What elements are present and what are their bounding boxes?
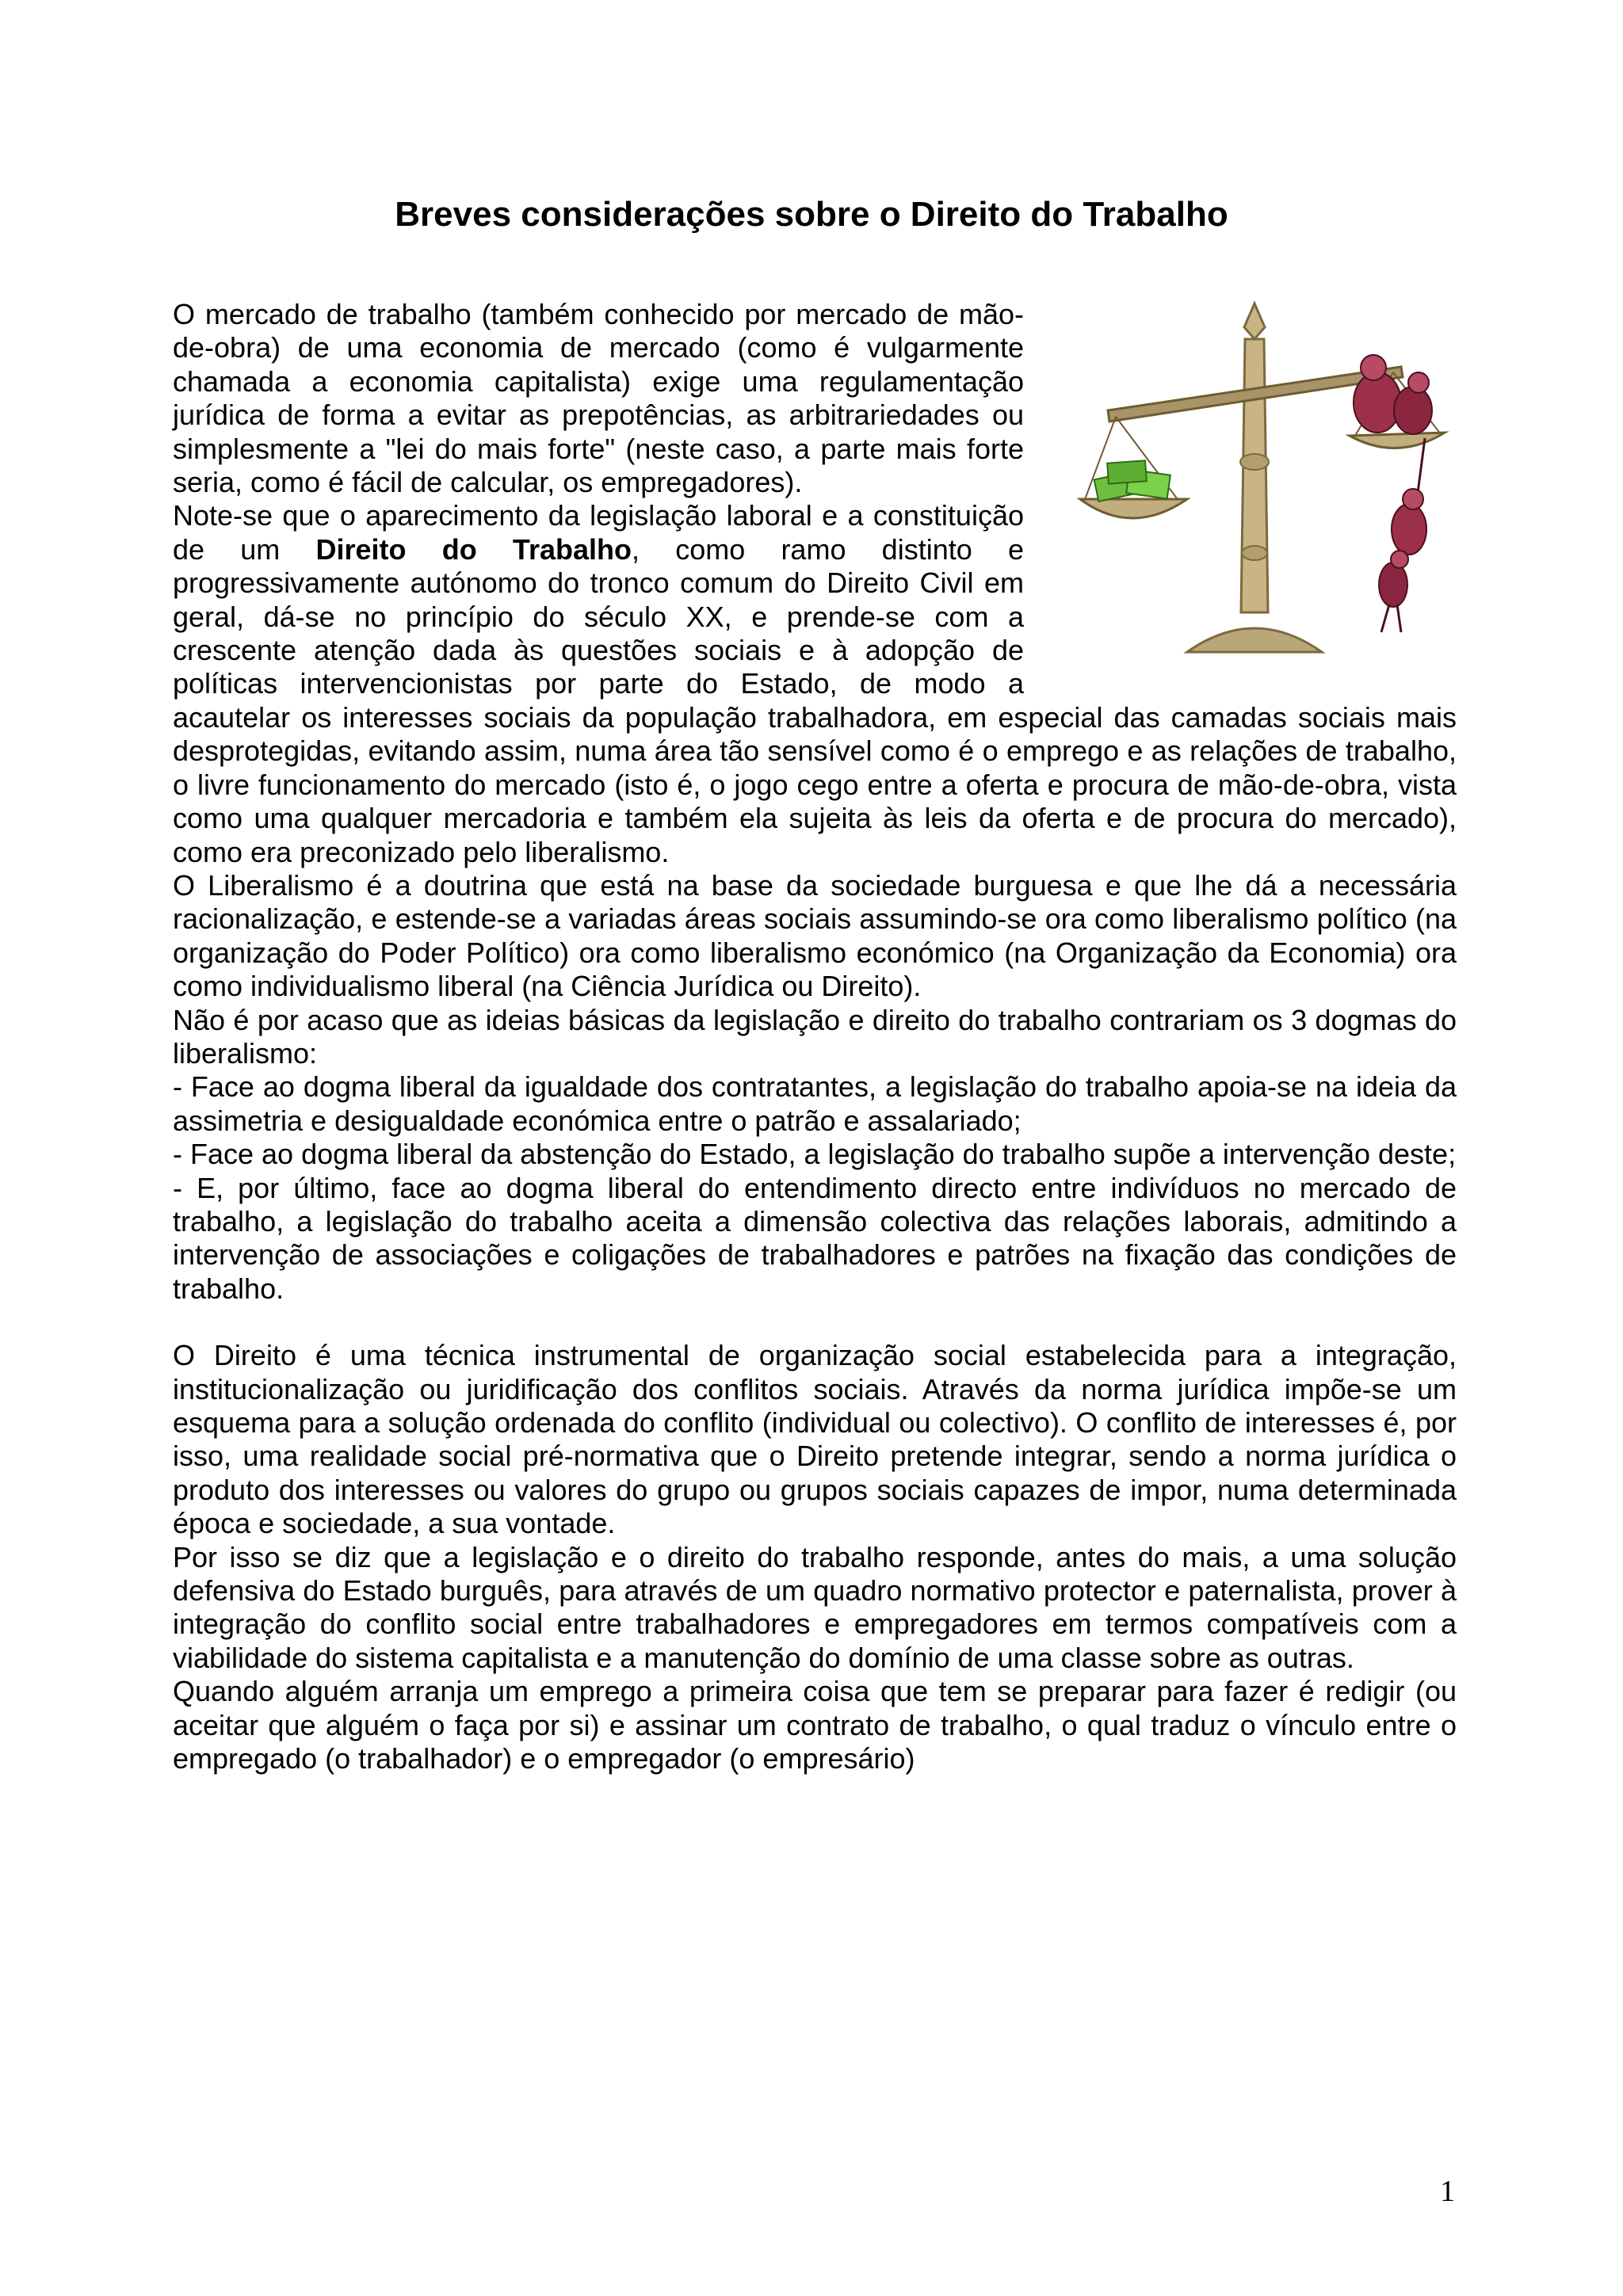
paragraph: Note-se que o aparecimento da legislação laboral e a constituição de um Direito do Trabalho, como ramo distinto e progressivamente autónomo do tronco comum do Direito Civil em geral, dá-se no princípio do século XX, e prende-se com a crescente atenção dada às questões sociais e à adopção de políticas intervencionistas por parte do Estado, de modo a acautelar os interesses sociais da população trabalhadora, em especial das camadas sociais mais desprotegidas, evitando assim, numa área tão sensível como é o emprego e as relações de trabalho, o livre funcionamento do mercado (isto é, o jogo cego entre a oferta e procura de mão-de-obra, vista como uma qualquer mercadoria e também ela sujeita às leis da oferta e de procura do mercado), como era preconizado pelo liberalismo. [173,499,1457,868]
list-item: - Face ao dogma liberal da igualdade dos contratantes, a legislação do trabalho apoia-se na ideia da assimetria e desigualdade económica entre o patrão e assalariado; [173,1070,1457,1137]
paragraph: Não é por acaso que as ideias básicas da legislação e direito do trabalho contrariam os 3 dogmas do liberalismo: [173,1003,1457,1070]
document-body [173,298,1457,1775]
scales-icon [1052,292,1457,680]
list-item: - Face ao dogma liberal da abstenção do Estado, a legislação do trabalho supõe a intervenção deste; [173,1138,1457,1171]
list-item: - E, por último, face ao dogma liberal do entendimento directo entre indivíduos no mercado de trabalho, a legislação do trabalho aceita a dimensão colectiva das relações laborais, admitindo a intervenção de associações e coligações de trabalhadores e patrões na fixação das condições de trabalho. [173,1171,1457,1305]
paragraph: Por isso se diz que a legislação e o direito do trabalho responde, antes do mais, a uma solução defensiva do Estado burguês, para através de um quadro normativo protector e paternalista, prover à integração do conflito social entre trabalhadores e empregadores em termos compatíveis com a viabilidade do sistema capitalista e a manutenção do domínio de uma classe sobre as outras. [173,1540,1457,1674]
paragraph: Quando alguém arranja um emprego a primeira coisa que tem se preparar para fazer é redigir (ou aceitar que alguém o faça por si) e assinar um contrato de trabalho, o qual traduz o vínculo entre o empregado (o trabalhador) e o empregador (o empresário) [173,1675,1457,1775]
scales-of-justice-illustration [1052,292,1457,680]
paragraph: O Direito é uma técnica instrumental de organização social estabelecida para a integração, institucionalização ou juridificação dos conflitos sociais. Através da norma jurídica impõe-se um esquema para a solução ordenada do conflito (individual ou colectivo). O conflito de interesses é, por isso, uma realidade social pré-normativa que o Direito pretende integrar, sendo a norma jurídica o produto dos interesses ou valores do grupo ou grupos sociais capazes de impor, numa determinada época e sociedade, a sua vontade. [173,1339,1457,1540]
paragraph: O Liberalismo é a doutrina que está na base da sociedade burguesa e que lhe dá a necessária racionalização, e estende-se a variadas áreas sociais assumindo-se ora como liberalismo político (na organização do Poder Político) ora como liberalismo económico (na Organização da Economia) ora como individualismo liberal (na Ciência Jurídica ou Direito). [173,868,1457,1003]
bold-term: Direito do Trabalho [315,532,632,566]
paragraph: O mercado de trabalho (também conhecido por mercado de mão-de-obra) de uma economia de mercado (como é vulgarmente chamada a economia capitalista) exige uma regulamentação jurídica de forma a evitar as prepotências, as arbitrariedades ou simplesmente a "lei do mais forte" (neste caso, a parte mais forte seria, como é fácil de calcular, os empregadores). [173,298,1024,499]
page-number: 1 [1440,2175,1455,2208]
page-title: Breves considerações sobre o Direito do Trabalho [395,195,1228,234]
